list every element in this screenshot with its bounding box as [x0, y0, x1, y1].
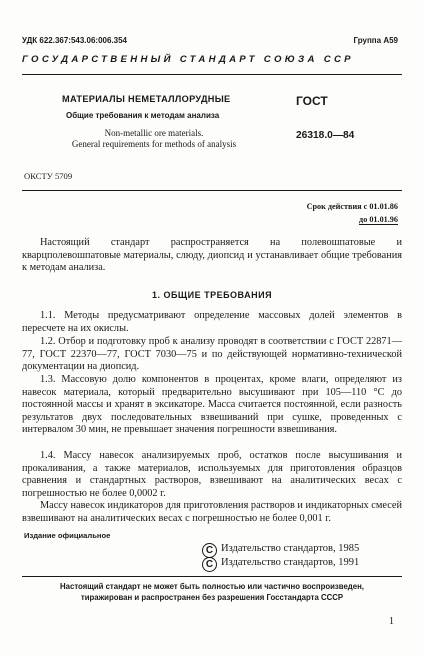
gost-label: ГОСТ: [296, 94, 328, 108]
clause-1-3: 1.3. Массовую долю компонентов в процентах, кроме влаги, определяют из навесок материала, который предварительно высушивают при 105—110 °С до постоянной массы и хранят в эксикаторе. Масса считается постоянной, если разность результатов двух последовательных взвешиваний при сушке, проведенных с интервалом 30 мин, не превышает значения погрешности взвешивания.: [22, 374, 402, 436]
reproduction-notice: [22, 581, 402, 603]
standard-banner: ГОСУДАРСТВЕННЫЙ СТАНДАРТ СОЮЗА ССР: [22, 54, 354, 65]
notice-rule: [22, 576, 402, 577]
intro-paragraph: Настоящий стандарт распространяется на полевошпатовые и кварцполевошпатовые материалы, слюду, диопсид и устанавливает общие требования к методам анализа.: [22, 237, 402, 274]
clause-1-4: 1.4. Массу навесок анализируемых проб, остатков после высушивания и прокаливания, а также материалов, используемых для приготовления образцов сравнения и стандартных растворов, взвешивают на аналитических весах с погрешностью не более 0,0002 г.: [22, 450, 402, 499]
title-en-line2: General requirements for methods of analysis: [71, 139, 237, 149]
clause-1-4-continued: Массу навесок индикаторов для приготовления растворов и индикаторных смесей взвешивают на аналитических весах с погрешностью не более 0,001 г.: [22, 500, 402, 524]
clause-1-2: 1.2. Отбор и подготовку проб к анализу проводят в соответствии с ГОСТ 22871—77, ГОСТ 22370—77, ГОСТ 7030—75 и по действующей нормативно-технической документации на диопсид.: [22, 336, 402, 373]
copyright-text-1991: Издательство стандартов, 1991: [221, 557, 360, 568]
validity-to: до 01.01.96: [359, 215, 398, 224]
validity-from: Срок действия с 01.01.86: [306, 202, 398, 211]
title-ru-sub: Общие требования к методам анализа: [66, 111, 220, 120]
copyright-icon: С: [202, 543, 217, 558]
section-title: 1. ОБЩИЕ ТРЕБОВАНИЯ: [151, 290, 273, 300]
title-ru-main: МАТЕРИАЛЫ НЕМЕТАЛЛОРУДНЫЕ: [62, 94, 231, 104]
title-en-line1: Non-metallic ore materials.: [104, 128, 204, 138]
okstu-rule: [22, 190, 402, 191]
notice-line-1: Настоящий стандарт не может быть полностью или частично воспроизведен,: [60, 582, 364, 591]
copyright-line-1985: [202, 543, 359, 558]
copyright-line-1991: [202, 557, 359, 572]
udk-code: УДК 622.367:543.06:006.354: [22, 36, 128, 45]
notice-line-2: тиражирован и распространен без разрешения Госстандарта СССР: [80, 593, 344, 602]
page-number: 1: [389, 616, 394, 627]
okstu-code: ОКСТУ 5709: [24, 171, 73, 181]
clause-1-1: 1.1. Методы предусматривают определение массовых долей элементов в пересчете на их окислы.: [22, 310, 402, 334]
banner-rule: [22, 74, 402, 75]
title-en: [44, 128, 264, 150]
gost-number: 26318.0—84: [296, 130, 355, 141]
group-code: Группа А59: [353, 36, 398, 45]
copyright-icon: С: [202, 557, 217, 572]
official-edition-label: Издание официальное: [24, 531, 111, 540]
copyright-text-1985: Издательство стандартов, 1985: [221, 543, 360, 554]
